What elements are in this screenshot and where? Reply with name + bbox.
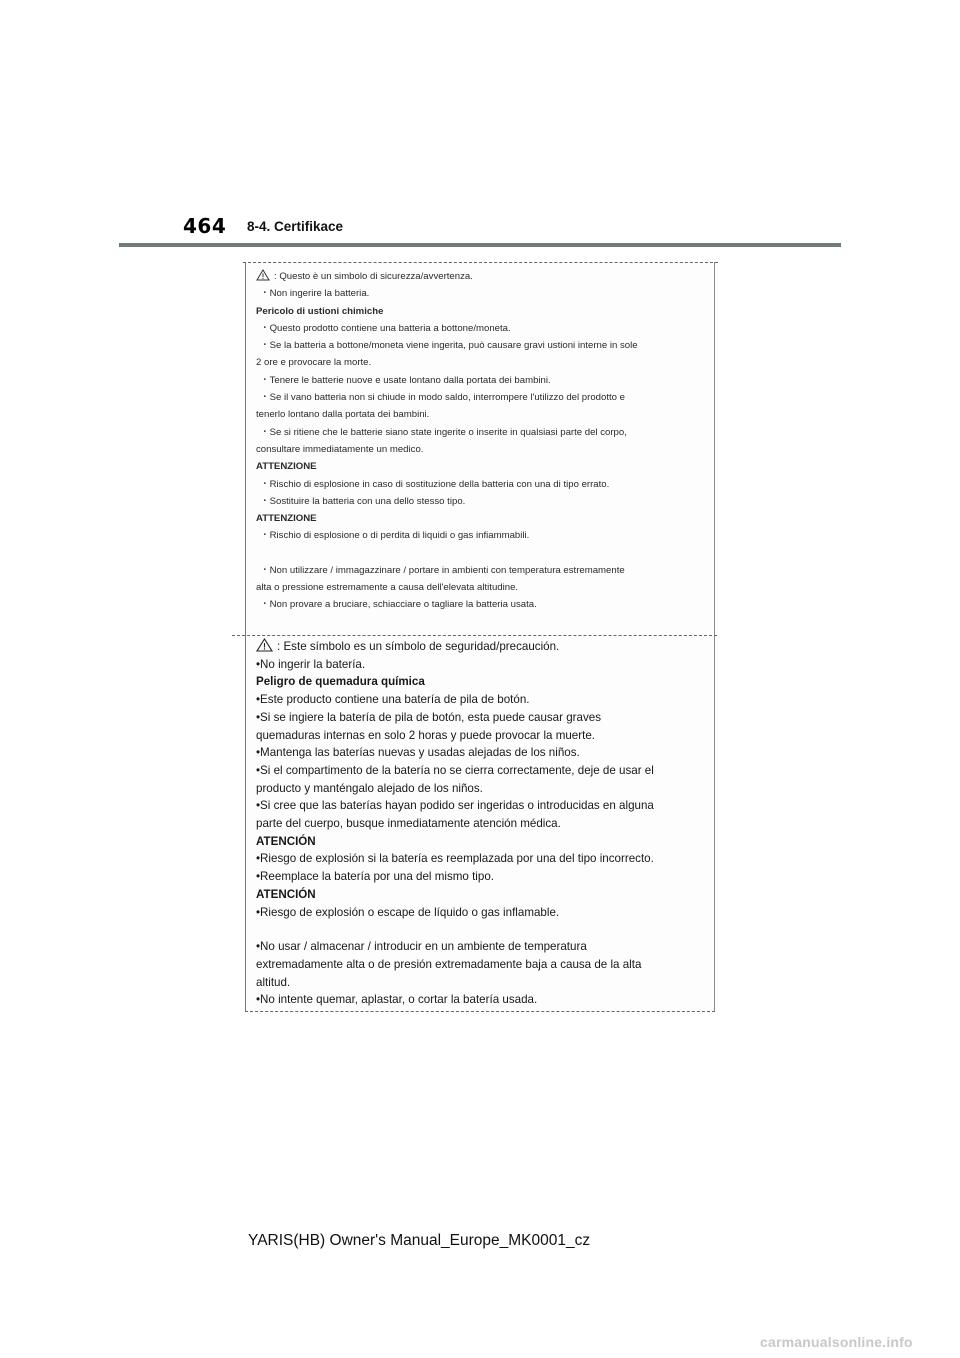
top-dashed-border xyxy=(243,262,718,263)
italian-symbol-line xyxy=(256,268,706,285)
spanish-bullet-9-line-3: altitud. xyxy=(256,975,291,989)
italian-bullet-9-line-1: ・Non utilizzare / immagazzinare / portare in ambienti con temperatura estremamente xyxy=(260,564,625,576)
warning-triangle-icon xyxy=(256,269,270,281)
spanish-warning-block xyxy=(256,638,711,1009)
spanish-bullet-2-line-2: quemaduras internas en solo 2 horas y puede provocar la muerte. xyxy=(256,728,595,742)
italian-bullet-4-line-2: tenerlo lontano dalla portata dei bambini. xyxy=(256,409,430,421)
watermark: carmanualsonline.info xyxy=(760,1334,913,1350)
italian-chem-heading: Pericolo di ustioni chimiche xyxy=(256,305,384,317)
italian-warning-block xyxy=(256,268,706,614)
spanish-bullet-5-line-1: •Si cree que las baterías hayan podido ser ingeridas o introducidas en alguna xyxy=(256,799,654,813)
italian-no-ingest: ・Non ingerire la batteria. xyxy=(260,288,370,300)
spanish-bullet-1: •Este producto contiene una batería de pila de botón. xyxy=(256,693,530,707)
italian-bullet-2-line-1: ・Se la batteria a bottone/moneta viene ingerita, può causare gravi ustioni interne in sole xyxy=(260,340,638,352)
spanish-bullet-5-line-2: parte del cuerpo, busque inmediatamente atención médica. xyxy=(256,817,561,831)
italian-bullet-8: ・Rischio di esplosione o di perdita di liquidi o gas infiammabili. xyxy=(260,530,530,542)
spanish-bullet-8: •Riesgo de explosión o escape de líquido o gas inflamable. xyxy=(256,905,560,919)
italian-symbol-note: : Questo è un simbolo di sicurezza/avvertenza. xyxy=(274,271,473,282)
spanish-bullet-10: •No intente quemar, aplastar, o cortar la batería usada. xyxy=(256,993,538,1007)
italian-bullet-10: ・Non provare a bruciare, schiacciare o tagliare la batteria usata. xyxy=(260,599,537,611)
middle-dashed-divider xyxy=(232,635,717,636)
italian-bullet-5-line-2: consultare immediatamente un medico. xyxy=(256,443,424,455)
header-rule xyxy=(119,243,841,247)
spanish-symbol-line xyxy=(256,638,711,656)
spanish-bullet-9-line-2: extremadamente alta o de presión extremadamente baja a causa de la alta xyxy=(256,957,642,971)
spanish-chem-heading: Peligro de quemadura química xyxy=(256,675,425,689)
page-number: 464 xyxy=(183,214,227,238)
italian-bullet-6: ・Rischio di esplosione in caso di sostituzione della batteria con una di tipo errato. xyxy=(260,478,610,490)
spanish-symbol-note: : Este símbolo es un símbolo de seguridad/precaución. xyxy=(277,640,560,653)
spanish-bullet-7: •Reemplace la batería por una del mismo tipo. xyxy=(256,870,494,884)
italian-spacer xyxy=(256,545,706,562)
spanish-attention-heading-1: ATENCIÓN xyxy=(256,834,316,848)
certification-scan xyxy=(245,262,715,1012)
spanish-bullet-6: •Riesgo de explosión si la batería es reemplazada por una del tipo incorrecto. xyxy=(256,852,654,866)
italian-bullet-7: ・Sostituire la batteria con una dello stesso tipo. xyxy=(260,495,466,507)
spanish-attention-heading-2: ATENCIÓN xyxy=(256,887,316,901)
italian-bullet-4-line-1: ・Se il vano batteria non si chiude in modo saldo, interrompere l'utilizzo del prodotto e xyxy=(260,392,625,404)
italian-bullet-5-line-1: ・Se si ritiene che le batterie siano state ingerite o inserite in qualsiasi parte del corpo, xyxy=(260,426,627,438)
spanish-bullet-4-line-1: •Si el compartimento de la batería no se cierra correctamente, deje de usar el xyxy=(256,763,654,777)
spanish-no-ingest: •No ingerir la batería. xyxy=(256,657,366,671)
italian-attention-heading-2: ATTENZIONE xyxy=(256,513,317,525)
italian-attention-heading-1: ATTENZIONE xyxy=(256,461,317,473)
italian-bullet-1: ・Questo prodotto contiene una batteria a bottone/moneta. xyxy=(260,322,511,334)
section-title: 8-4. Certifikace xyxy=(247,219,344,234)
spanish-bullet-3: •Mantenga las baterías nuevas y usadas alejadas de los niños. xyxy=(256,746,580,760)
spanish-bullet-2-line-1: •Si se ingiere la batería de pila de botón, esta puede causar graves xyxy=(256,710,602,724)
spanish-spacer xyxy=(256,921,711,938)
spanish-bullet-9-line-1: •No usar / almacenar / introducir en un ambiente de temperatura xyxy=(256,940,587,954)
italian-bullet-2-line-2: 2 ore e provocare la morte. xyxy=(256,357,372,369)
footer-manual-id: YARIS(HB) Owner's Manual_Europe_MK0001_cz xyxy=(248,1232,591,1249)
italian-bullet-9-line-2: alta o pressione estremamente a causa dell'elevata altitudine. xyxy=(256,582,519,594)
italian-bullet-3: ・Tenere le batterie nuove e usate lontano dalla portata dei bambini. xyxy=(260,374,551,386)
warning-triangle-icon xyxy=(256,638,273,652)
spanish-bullet-4-line-2: producto y manténgalo alejado de los niños. xyxy=(256,781,483,795)
